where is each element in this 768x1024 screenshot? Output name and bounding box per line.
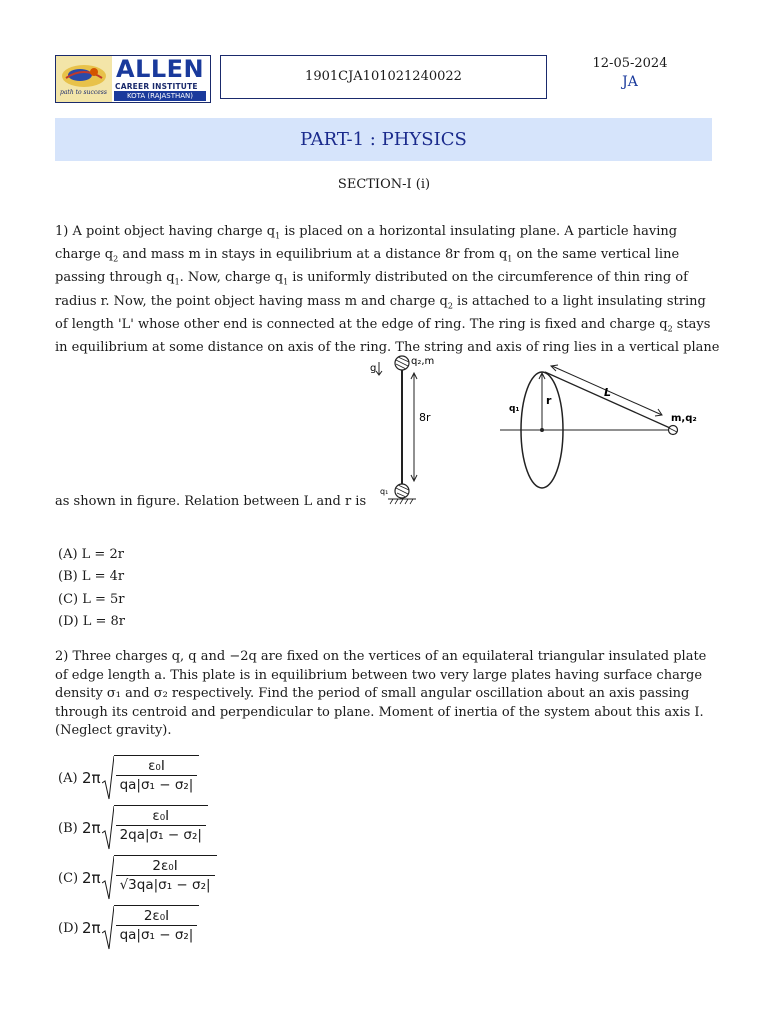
q2m-label: q₂,m <box>411 356 435 367</box>
question-1-text-end: as shown in figure. Relation between L and r is <box>55 494 367 509</box>
exam-date: 12-05-2024 <box>592 56 668 71</box>
sqrt-symbol: $\frac{\text{ε₀I}}{\text{2qa|σ₁ − σ₂|}}$ <box>102 805 208 851</box>
q2-option-b[interactable]: (B) 2π $\frac{\text{ε₀I}}{\text{2qa|σ₁ − σ₂|}}$ <box>58 803 208 853</box>
question-1-number: 1) <box>55 224 69 239</box>
q2-option-c[interactable]: (C) 2π $\frac{\text{2ε₀I}}{\text{√3qa|σ₁ − σ₂|}}$ <box>58 853 217 903</box>
radius-label: r <box>546 394 552 407</box>
string <box>545 372 670 428</box>
sqrt-symbol: $\frac{\text{2ε₀I}}{\text{qa|σ₁ − σ₂|}}$ <box>102 905 200 951</box>
q1-option-d[interactable]: (D) L = 8r <box>58 614 125 629</box>
question-2-number: 2) <box>55 649 69 664</box>
logo-brand: ALLEN <box>116 55 205 83</box>
logo-emblem <box>56 56 112 102</box>
question-1-text: 1) A point object having charge $q_1$ is placed on a horizontal insulating plane. A particle having charge $q_2$ and mass m in stays in equilibrium at a distance 8r from $q_1$ on the same vertical line passing through $q_1$. Now, charge $q_1$ is uniformly distributed on the circumference of thin ring of radius r. Now, the point object having mass m and charge $q_2$ is attached to a light insulating string of length 'L' whose other end is connected at the edge of ring. The ring is fixed and charge $q_2$ stays in equilibrium at some distance on axis of the ring. The string and axis of ring lies in a vertical plane <box>55 224 720 355</box>
paper-code-box: 1901CJA101021240022 <box>220 55 547 99</box>
logo-tagline: path to success <box>60 89 107 96</box>
sqrt-symbol: $\frac{\text{ε₀I}}{\text{qa|σ₁ − σ₂|}}$ <box>102 755 200 801</box>
allen-logo <box>55 55 211 103</box>
gravity-label: g <box>370 363 377 374</box>
logo-subtitle: CAREER INSTITUTE <box>115 82 198 91</box>
question-2-text: 2) Three charges q, q and −2q are fixed on the vertices of an equilateral triangular insulated plate of edge length a. This plate is in equilibrium between two very large plates having surface charge density σ₁ and σ₂ respectively. Find the period of small angular oscillation about an axis passing through its centroid and perpendicular to plane. Moment of inertia of the system about this axis I. (Neglect gravity). <box>55 649 707 739</box>
q2-option-a[interactable]: (A) 2π $\frac{\text{ε₀I}}{\text{qa|σ₁ − σ₂|}}$ <box>58 753 199 803</box>
length-L-label: L <box>604 386 612 399</box>
mq2-label: m,q₂ <box>671 413 697 424</box>
part-title: PART-1 : PHYSICS <box>55 118 712 161</box>
q1-label: q₁ <box>380 487 389 496</box>
q1-option-b[interactable]: (B) L = 4r <box>58 569 125 584</box>
ring-charge-label: q₁ <box>509 404 520 414</box>
question-1-figure <box>362 344 708 510</box>
q1-option-a[interactable]: (A) L = 2r <box>58 547 124 562</box>
distance-8r-label: 8r <box>419 411 431 424</box>
q1-option-c[interactable]: (C) L = 5r <box>58 592 125 607</box>
section-title: SECTION-I (i) <box>337 177 431 192</box>
sqrt-symbol: $\frac{\text{2ε₀I}}{\text{√3qa|σ₁ − σ₂|}}$ <box>102 855 217 901</box>
exam-type: JA <box>622 74 638 90</box>
q2-option-d[interactable]: (D) 2π $\frac{\text{2ε₀I}}{\text{qa|σ₁ − σ₂|}}$ <box>58 903 199 953</box>
logo-location: KOTA (RAJASTHAN) <box>114 91 206 101</box>
